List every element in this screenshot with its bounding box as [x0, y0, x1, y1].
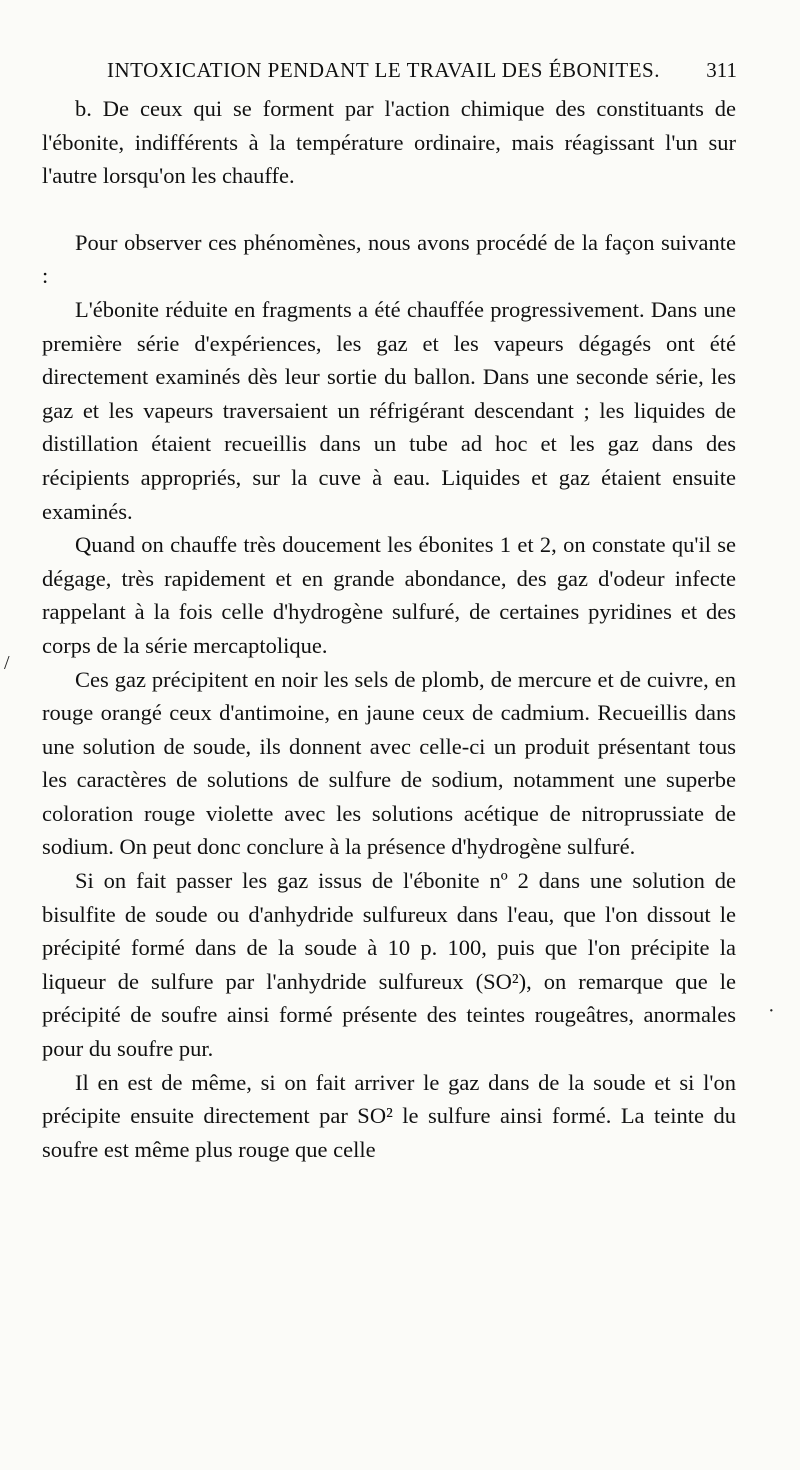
running-title: INTOXICATION PENDANT LE TRAVAIL DES ÉBONITES. [107, 58, 660, 82]
paragraph-chauffage: L'ébonite réduite en fragments a été chauffée progressivement. Dans une première série d'expériences, les gaz et les vapeurs dégagés ont été directement examinés dès leur sortie du ballon. Dans une seconde série, les gaz et les vapeurs traversaient un réfrigérant descendant ; les liquides de distillation étaient recueillis dans un tube ad hoc et les gaz dans des récipients appropriés, sur la cuve à eau. Liquides et gaz étaient ensuite examinés. [42, 296, 736, 524]
paragraph-precipitation: Ces gaz précipitent en noir les sels de plomb, de mercure et de cuivre, en rouge orangé ceux d'antimoine, en jaune ceux de cadmium. Recueillis dans une solution de soude, ils donnent avec celle-ci un produit présentant tous les caractères de solutions de sulfure de sodium, notamment une superbe coloration rouge violette avec les solutions acétique de nitroprussiate de sodium. On peut donc conclure à la présence d'hydrogène sulfuré. [42, 666, 736, 860]
running-head [107, 58, 747, 88]
paragraph-methode: Pour observer ces phénomènes, nous avons procédé de la façon suivante : [42, 229, 736, 289]
left-margin-mark: / [4, 652, 10, 674]
paragraph-degagement-gaz: Quand on chauffe très doucement les ébonites 1 et 2, on constate qu'il se dégage, très rapidement et en grande abondance, des gaz d'odeur infecte rappelant à la fois celle d'hydrogène sulfuré, de certaines pyridines et des corps de la série mercaptolique. [42, 532, 736, 658]
right-margin-mark: · [768, 1000, 775, 1022]
paragraph-constituants: b. De ceux qui se forment par l'action chimique des constituants de l'ébonite, indifférents à la température ordinaire, mais réagissant l'un sur l'autre lorsqu'on les chauffe. [42, 96, 736, 189]
body-text [42, 92, 736, 1166]
paragraph-bisulfite: Si on fait passer les gaz issus de l'ébonite nº 2 dans une solution de bisulfite de soude ou d'anhydride sulfureux dans l'eau, que l'on dissout le précipité formé dans de la soude à 10 p. 100, puis que l'on précipite la liqueur de sulfure par l'anhydride sulfureux (SO²), on remarque que le précipité de soufre ainsi formé présente des teintes rougeâtres, anormales pour du soufre pur. [42, 868, 736, 1062]
paragraph-soude: Il en est de même, si on fait arriver le gaz dans de la soude et si l'on précipite ensuite directement par SO² le sulfure ainsi formé. La teinte du soufre est même plus rouge que celle [42, 1069, 736, 1162]
page-number: 311 [706, 58, 737, 82]
